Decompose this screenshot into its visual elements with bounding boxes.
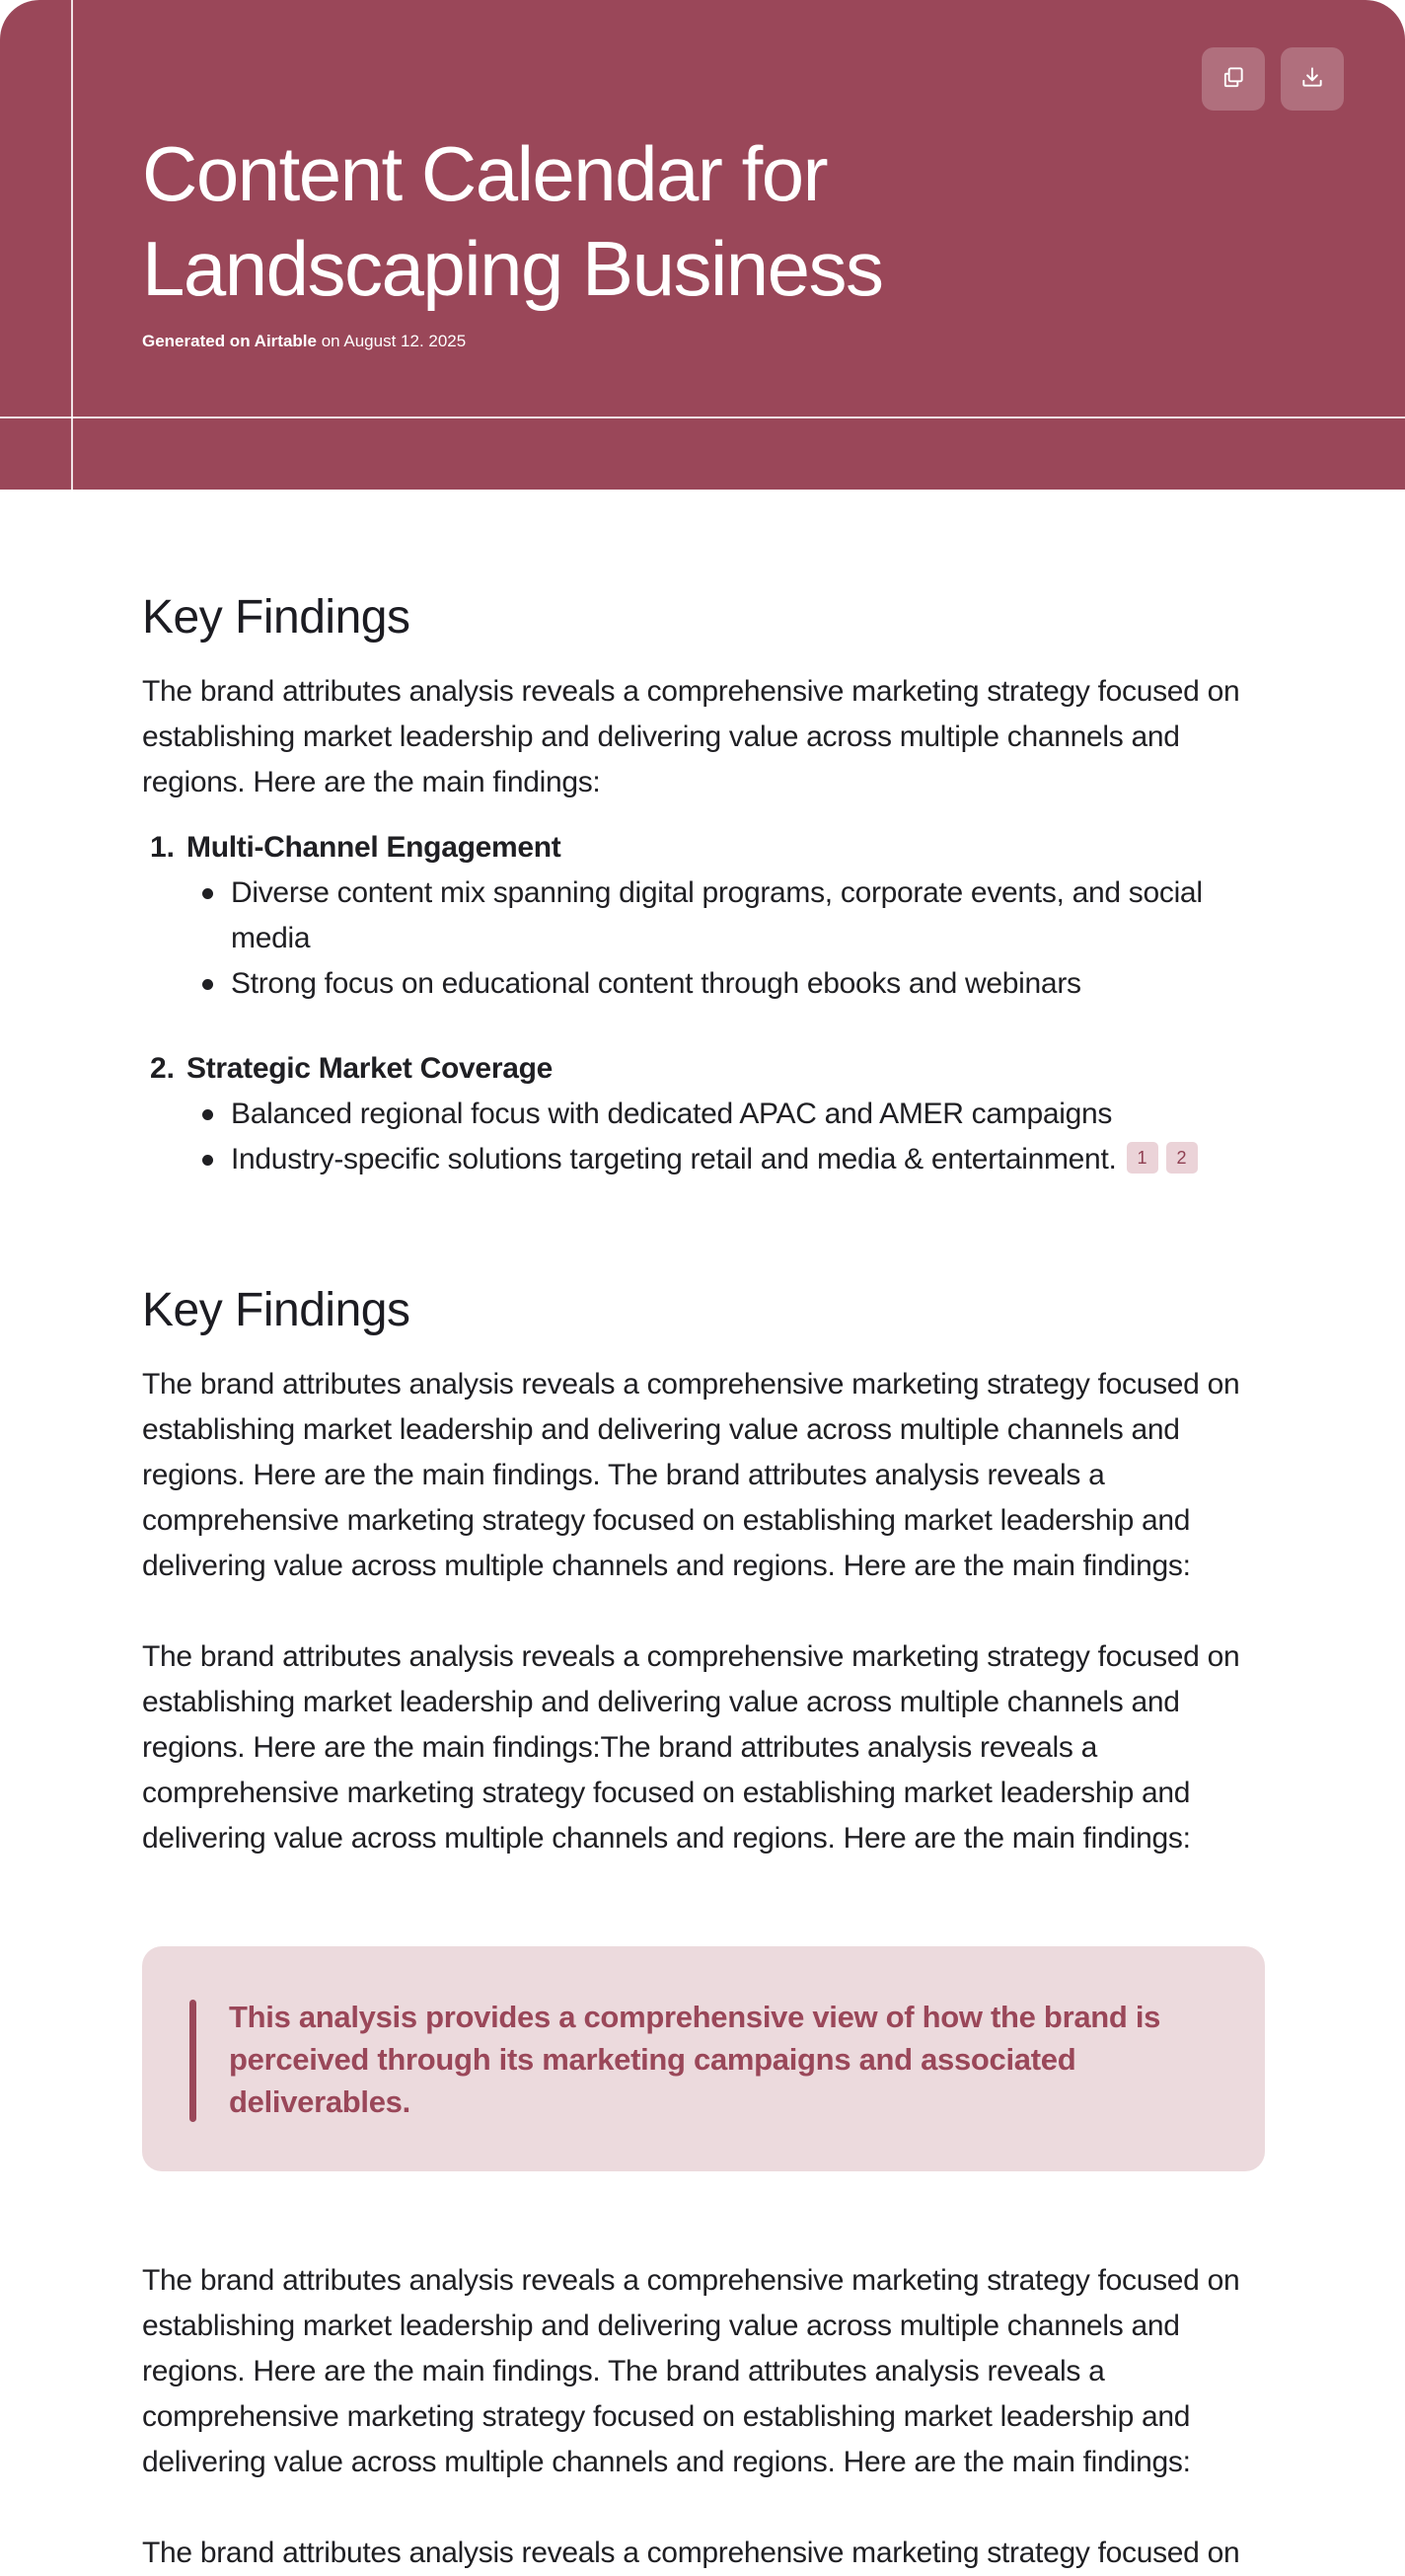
citation-badge-2[interactable]: 2 [1166, 1142, 1198, 1174]
section-paragraph: The brand attributes analysis reveals a comprehensive marketing strategy focused on establishing market leadership and delivering value across multiple channels and regions. Here are the main findings:The brand attributes analysis reveals a comprehensive marketing strategy focused on establishing market leadership and delivering value across multiple channels and regions. Here are the main findings: [142, 1640, 1240, 1855]
finding-item [142, 825, 1267, 1007]
generated-source: Generated on Airtable [142, 332, 317, 350]
copy-button[interactable] [1202, 47, 1265, 111]
findings-list [142, 825, 1267, 1182]
report-content [142, 490, 1267, 2576]
finding-bullet: Diverse content mix spanning digital programs, corporate events, and social media [186, 871, 1267, 961]
section-paragraph: The brand attributes analysis reveals a comprehensive marketing strategy focused on [142, 2537, 1240, 2569]
download-button[interactable] [1281, 47, 1344, 111]
finding-title: Multi-Channel Engagement [186, 831, 561, 864]
citation-badge-1[interactable]: 1 [1127, 1142, 1158, 1174]
key-findings-section-2 [142, 1281, 1267, 2576]
download-icon [1299, 64, 1325, 95]
finding-number: 2. [150, 1052, 176, 1085]
finding-number: 1. [150, 831, 176, 864]
report-title-line-1: Content Calendar for [142, 130, 828, 217]
finding-item [142, 1046, 1267, 1182]
section-title: Key Findings [142, 591, 410, 644]
report-title [142, 126, 1129, 316]
section-paragraph: The brand attributes analysis reveals a comprehensive marketing strategy focused on establishing market leadership and delivering value across multiple channels and regions. Here are the main findings. The brand attributes analysis reveals a comprehensive marketing strategy focused on establishing market leadership and delivering value across multiple channels and regions. Here are the main findings: [142, 1368, 1240, 1582]
finding-bullet-text: Industry-specific solutions targeting retail and media & entertainment. [231, 1143, 1117, 1175]
finding-title: Strategic Market Coverage [186, 1052, 553, 1085]
finding-bullet [186, 1137, 1267, 1182]
generated-meta [142, 330, 466, 353]
header-horizontal-rule [0, 417, 1405, 418]
callout-accent-bar [189, 2000, 196, 2122]
finding-bullet: Balanced regional focus with dedicated APAC and AMER campaigns [186, 1092, 1267, 1137]
report-header [0, 0, 1405, 490]
key-findings-section-1 [142, 588, 1267, 1182]
finding-bullet: Strong focus on educational content through ebooks and webinars [186, 961, 1267, 1007]
generated-date: on August 12. 2025 [316, 332, 467, 350]
section-paragraph: The brand attributes analysis reveals a comprehensive marketing strategy focused on establishing market leadership and delivering value across multiple channels and regions. Here are the main findings. The brand attributes analysis reveals a comprehensive marketing strategy focused on establishing market leadership and delivering value across multiple channels and regions. Here are the main findings: [142, 2264, 1240, 2478]
finding-bullets [186, 871, 1267, 1007]
report-title-line-2: Landscaping Business [142, 225, 883, 312]
section-title: Key Findings [142, 1284, 410, 1336]
section-intro: The brand attributes analysis reveals a comprehensive marketing strategy focused on establishing market leadership and delivering value across multiple channels and regions. Here are the main findings: [142, 675, 1240, 798]
callout-box [142, 1946, 1265, 2171]
copy-icon [1220, 64, 1246, 95]
callout-text: This analysis provides a comprehensive view of how the brand is perceived through its marketing campaigns and associated deliverables. [229, 2000, 1161, 2119]
finding-bullets [186, 1092, 1267, 1182]
